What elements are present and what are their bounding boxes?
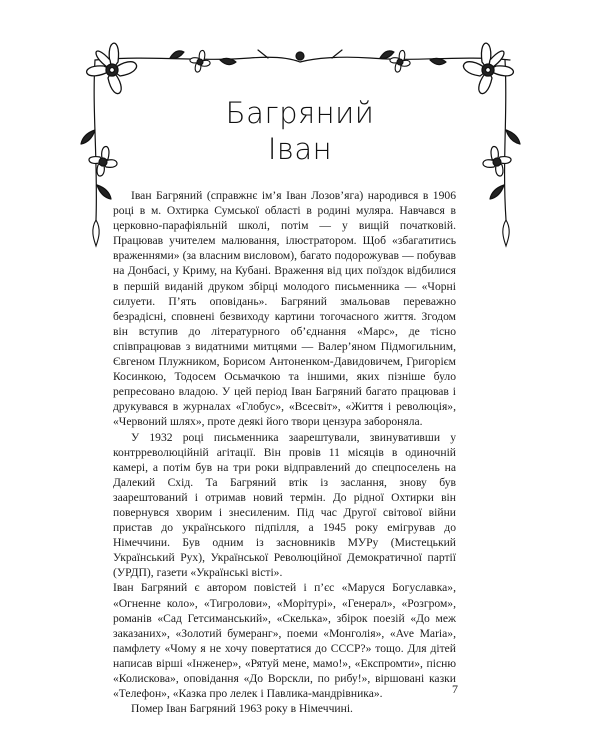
biography-text (113, 188, 456, 716)
paragraph: Помер Іван Багряний 1963 року в Німеччині. (131, 702, 353, 716)
title-line-surname: Багряний (225, 96, 375, 130)
paragraph: У 1932 році письменника заарештували, звинувативши у контрреволюційній агітації. Він провів 11 місяців в одиночній камері, а потім був на три роки відправлений до спецпоселень на Далекий Схід. Та Багряний втік із заслання, знову був заарештований і отримав новий термін. До рідної Охтирки він повернувся хворим і знесиленим. Під час Другої світової війни пристав до українського підпілля, а 1945 року емігрував до Німеччини. Був одним із засновників МУРу (Мистецький Український Рух), Української Революційної Демократичної партії (УРДП), газети «Українські вісті». (113, 430, 456, 580)
page-title (150, 95, 450, 167)
page-number: 7 (452, 682, 458, 696)
paragraph: Іван Багряний є автором повістей і п’єс «Маруся Богуславка», «Огненне коло», «Тигролови», «Морітурі», «Генерал», «Розгром», романів «Сад Гетсиманський», «Скелька», збірок поезій «До меж заказаних», «Золотий бумеранг», поеми «Монголія», «Ave Maria», памфлету «Чому я не хочу повертатися до СССР?» тощо. Для дітей написав вірші «Інженер», «Рятуй мене, мамо!», «Експромти», пісню «Колискова», оповідання «До Ворскли, по рибу!», віршовані казки «Телефон», «Казка про лелек і Павлика-мандрівника». (113, 581, 456, 701)
paragraph: Іван Багряний (справжнє ім’я Іван Лозов’яга) народився в 1906 році в м. Охтирка Сумської області в родині муляра. Навчався в церковно-парафіяльній школі, потім — у вищій початковій. Працював учителем малювання, ілюстратором. Щоб «збагатитись враженнями» (за власним висловом), багато подорожував — побував на Донбасі, у Криму, на Кубані. Враження від цих поїздок відбилися в першій виданій друком збірці молодого письменника — «Чорні силуети. П’ять оповідань». Багряний змальовав переважно безрадісні, сповнені безвиходу картини тогочасного життя. Згодом він вступив до літературного об’єднання «Марс», де тісно співпрацював з видатними митцями — Валер’яном Підмогильним, Євгеном Плужником, Борисом Антоненком-Давидовичем, Григорієм Косинкою, Тодосем Осьмачкою та іншими, яких пізніше було репресовано владою. У цей період Іван Багряний багато працював і друкувався в журналах «Глобус», «Всесвіт», «Життя і революція», «Червоний шлях», проте деякі його твори цензура забороняла. (113, 189, 456, 429)
title-line-name: Іван (267, 132, 333, 166)
